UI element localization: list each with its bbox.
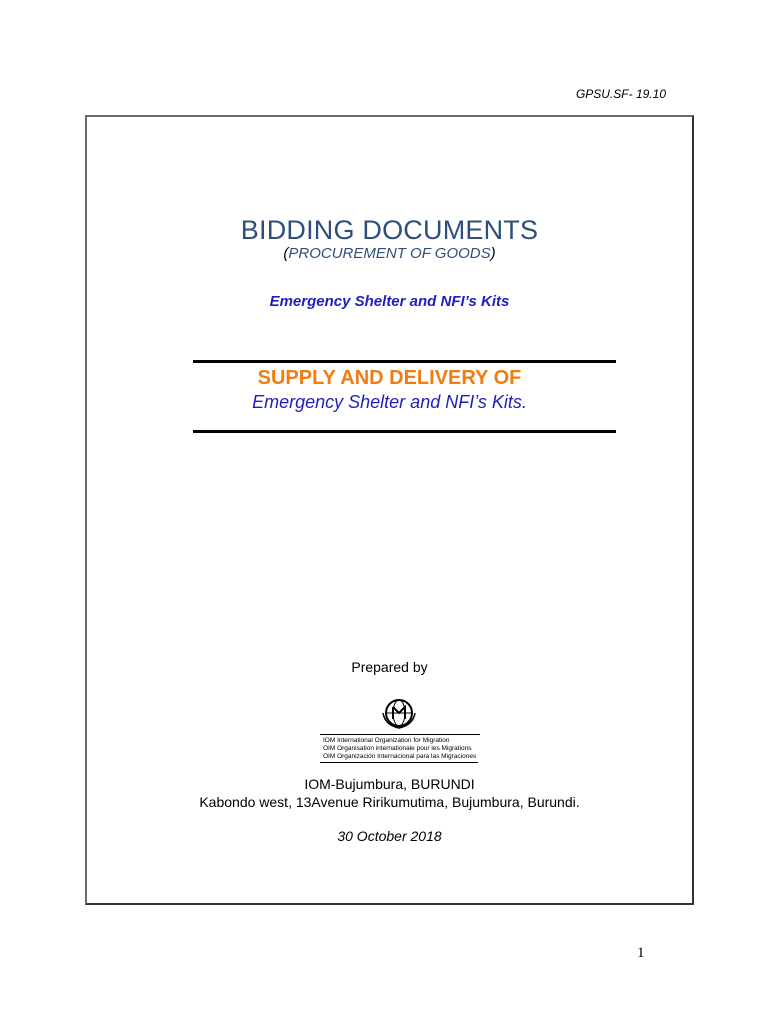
logo-line-en: IOM International Organization for Migration: [323, 737, 450, 744]
logo-line-es: OIM Organización Internacional para las Migraciones: [323, 753, 477, 760]
logo-bottom-rule: [320, 762, 478, 763]
iom-logo: [320, 697, 480, 763]
supply-subject: Emergency Shelter and NFI’s Kits.: [252, 392, 527, 412]
bottom-divider: [193, 430, 616, 433]
top-divider: [193, 360, 616, 363]
subtitle-open-paren: (: [283, 245, 289, 262]
subtitle-text: PROCUREMENT OF GOODS: [288, 245, 491, 262]
page-number: 1: [637, 945, 645, 961]
project-name: Emergency Shelter and NFI’s Kits: [269, 293, 510, 310]
office-location: IOM-Bujumbura, BURUNDI: [304, 776, 475, 792]
supply-heading: SUPPLY AND DELIVERY OF: [257, 367, 522, 389]
document-date: 30 October 2018: [337, 828, 442, 844]
prepared-by-label: Prepared by: [351, 659, 428, 675]
document-title: BIDDING DOCUMENTS: [240, 215, 539, 245]
document-subtitle: [87, 245, 692, 262]
form-reference: GPSU.SF- 19.10: [575, 87, 666, 101]
cover-frame: [85, 115, 694, 905]
subtitle-close-paren: ): [490, 245, 496, 262]
logo-divider: [320, 734, 480, 735]
logo-line-fr: OIM Organisation internationale pour les Migrations: [323, 745, 472, 752]
iom-emblem-icon: [380, 697, 418, 731]
office-address: Kabondo west, 13Avenue Ririkumutima, Bujumbura, Burundi.: [199, 794, 580, 810]
